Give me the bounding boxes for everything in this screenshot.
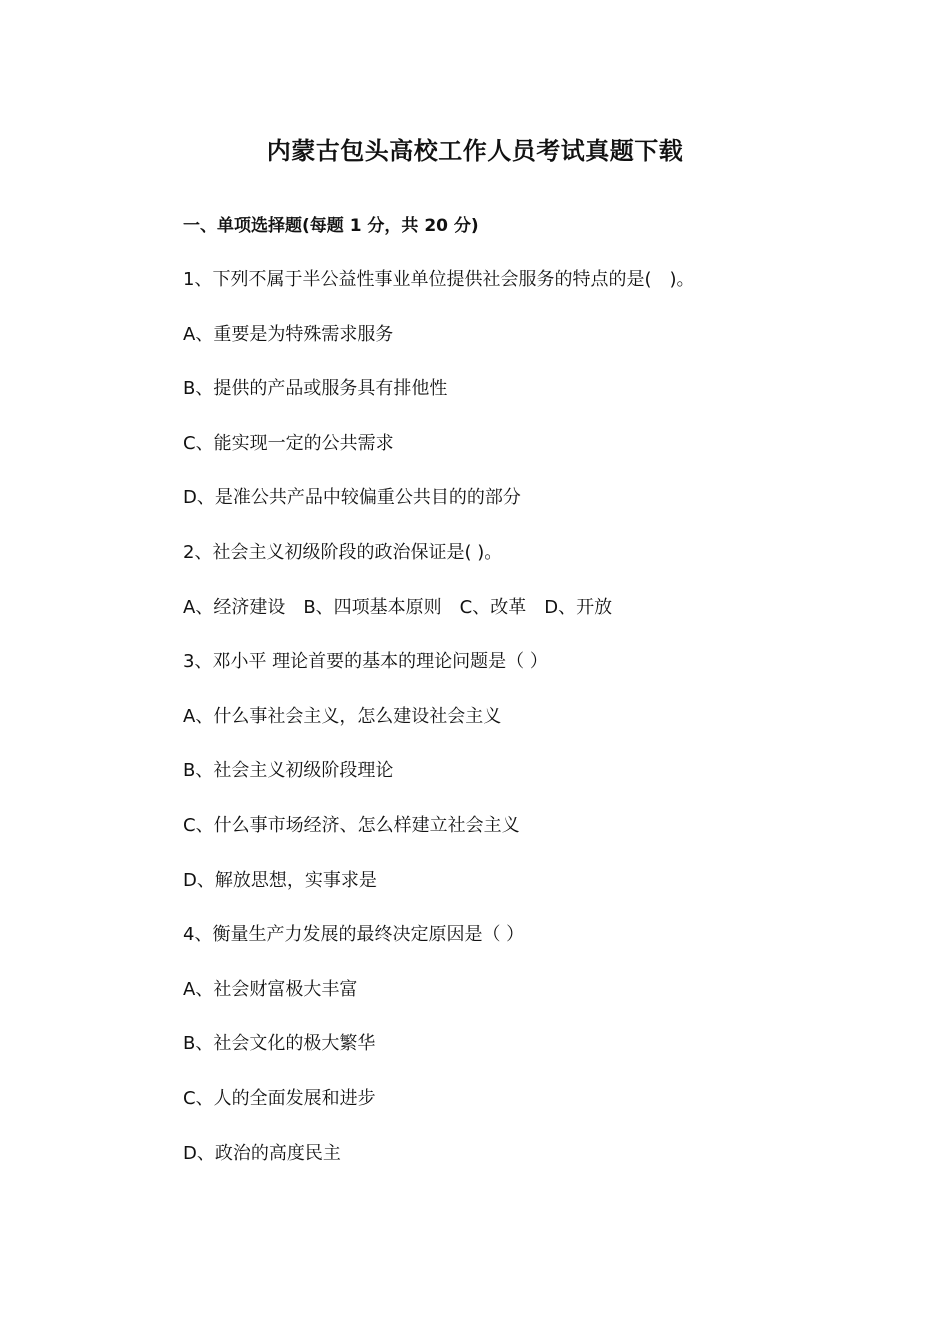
question-2: 2、社会主义初级阶段的政治保证是( )。 bbox=[183, 541, 503, 563]
question-4-option-a: A、社会财富极大丰富 bbox=[183, 978, 358, 1000]
question-4-option-b: B、社会文化的极大繁华 bbox=[183, 1033, 376, 1055]
question-3-option-c: C、什么事市场经济、怎么样建立社会主义 bbox=[183, 814, 520, 836]
question-1-option-a: A、重要是为特殊需求服务 bbox=[183, 323, 394, 345]
document-title: 内蒙古包头高校工作人员考试真题下载 bbox=[266, 137, 684, 165]
question-2-options: A、经济建设 B、四项基本原则 C、改革 D、开放 bbox=[183, 596, 613, 618]
question-3-option-a: A、什么事社会主义，怎么建设社会主义 bbox=[183, 705, 502, 727]
question-4-option-d: D、政治的高度民主 bbox=[183, 1142, 341, 1164]
section-heading: 一、单项选择题(每题 1 分，共 20 分) bbox=[183, 216, 479, 236]
question-1-option-b: B、提供的产品或服务具有排他性 bbox=[183, 378, 448, 400]
question-4-option-c: C、人的全面发展和进步 bbox=[183, 1087, 376, 1109]
question-3-option-d: D、解放思想，实事求是 bbox=[183, 869, 377, 891]
question-4: 4、衡量生产力发展的最终决定原因是（ ） bbox=[183, 924, 525, 946]
question-list bbox=[183, 266, 883, 1194]
question-1: 1、下列不属于半公益性事业单位提供社会服务的特点的是( )。 bbox=[183, 269, 695, 290]
question-1-option-d: D、是准公共产品中较偏重公共目的的部分 bbox=[183, 487, 521, 509]
question-1-option-c: C、能实现一定的公共需求 bbox=[183, 432, 394, 454]
question-3-option-b: B、社会主义初级阶段理论 bbox=[183, 760, 394, 782]
question-3: 3、邓小平 理论首要的基本的理论问题是（ ） bbox=[183, 651, 548, 673]
